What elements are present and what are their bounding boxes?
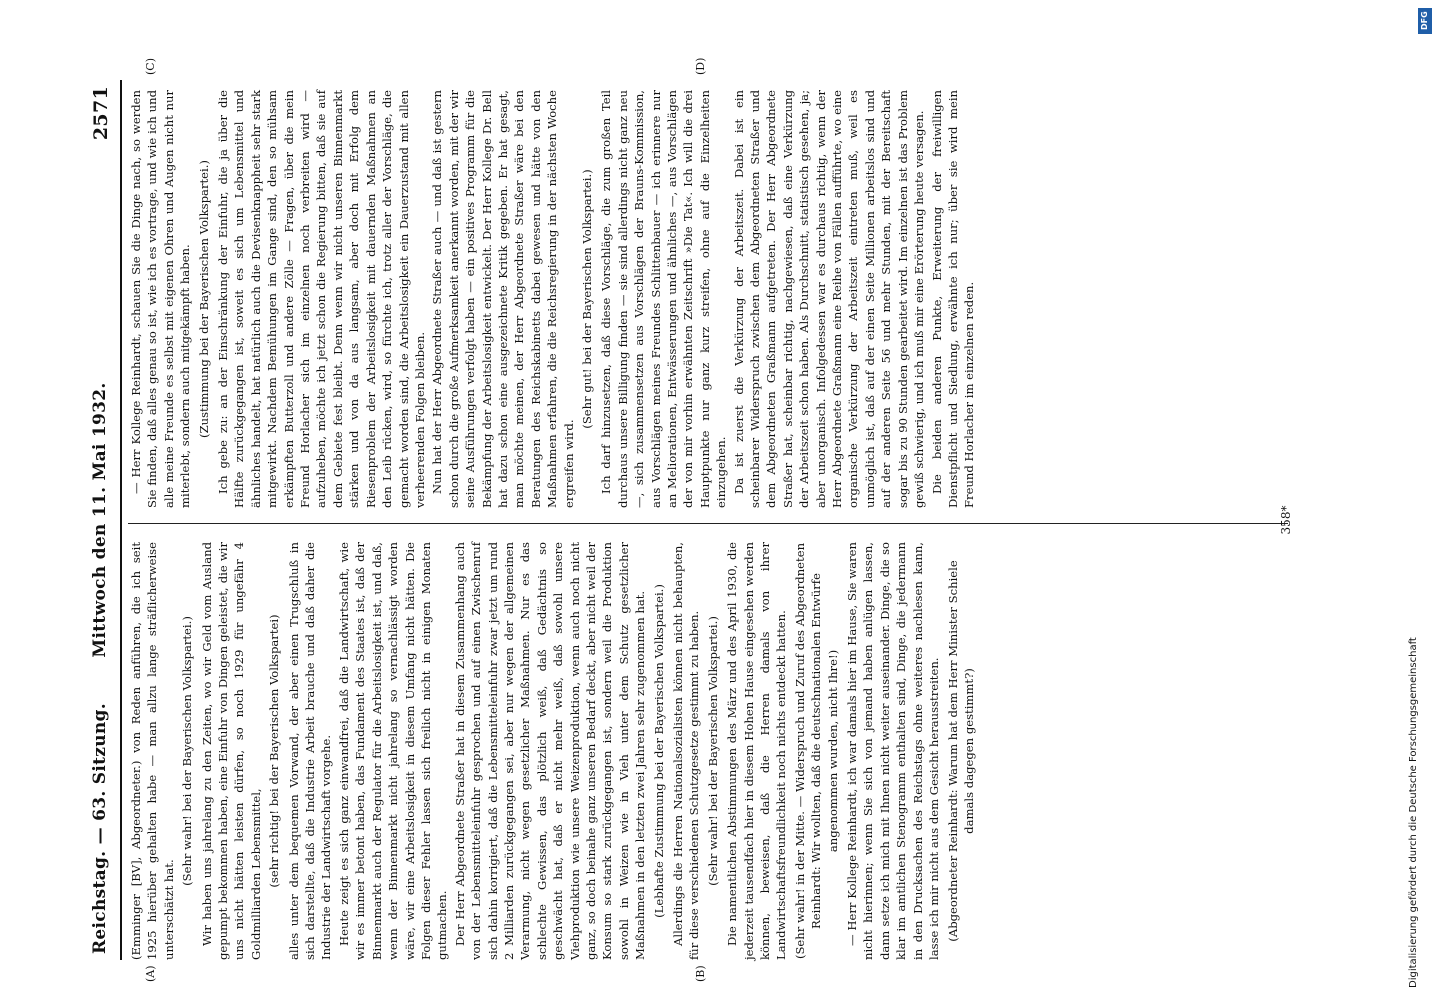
left-paragraph: Die namentlichen Abstimmungen des März und des April 1930, die jederzeit tausendfach hier in diesem Hohen Hause eingesehen werden können, beweisen, daß die Herren damals von ihrer Landwirtschaftsfreundlichkeit noch nichts entdeckt hatten. <box>725 542 789 960</box>
left-column <box>128 542 980 960</box>
digitization-credit: Digitalisierung gefördert durch die Deutsche Forschungsgemeinschaft <box>1408 637 1419 988</box>
left-paragraph: (sehr richtig! bei der Bayerischen Volkspartei) <box>267 614 282 888</box>
marker-a: (A) <box>144 965 157 982</box>
column-divider <box>128 523 1288 524</box>
page-number: 2571 <box>90 86 112 141</box>
right-paragraph: — Herr Kollege Reinhardt, schauen Sie die Dinge nach, so werden Sie finden, daß alles genau so ist, wie ich es vortrage, und wie ich und alle meine Freunde es selbst mit eigenen Ohren und Augen nicht nur miterlebt, sondern auch mitgekämpft haben. <box>129 90 193 508</box>
left-paragraph: Wir haben uns jahrelang zu den Zeiten, wo wir Geld vom Ausland gepumpt bekommen haben, eine Einfuhr von Dingen geleistet, die wir uns nicht hätten leisten dürfen, so noch 1929 für ungefähr 4 Goldmilliarden Lebensmittel, <box>199 542 263 960</box>
left-paragraph: Der Herr Abgeordnete Straßer hat in diesem Zusammenhang auch von der Lebensmitteleinfuhr gesprochen und auf einen Zwischenruf sich dahin korrigiert, daß die Lebensmitteleinfuhr zwar jetzt um rund 2 Milliarden zurückgegangen sei, aber nur wegen der allgemeinen Verarmung, nicht wegen gesetzlicher Maßnahmen. Nur es das schlechte Gewissen, das plötzlich weiß, daß Gedächtnis so geschwächt hat, daß er nicht mehr weiß, daß sowohl unsere Viehproduktion wie unsere Weizenproduktion, wenn auch noch nicht ganz, so doch beinahe ganz unseren Bedarf deckt, aber nicht weil der Konsum so stark zurückgegangen ist, sondern weil die Produktion sowohl in Weizen wie in Vieh unter dem Schutz gesetzlicher Maßnahmen in den letzten zwei Jahren sehr zugenommen hat. <box>452 542 648 960</box>
header-rule <box>120 80 122 960</box>
page-header <box>84 80 120 960</box>
left-paragraph: (Abgeordneter Reinhardt: Warum hat dem Herr Minister Schiele damals dagegen gestimmt?) <box>945 560 976 942</box>
left-paragraph: (Emminger [BV], Abgeordneter.) von Reden anführen, die ich seit 1925 hierüber gehalten habe — man allzu lange sträflicherweise unterschätzt hat. <box>129 542 176 960</box>
rotated-page <box>84 57 1314 982</box>
signature-mark: 358* <box>1279 505 1293 535</box>
left-paragraph: Heute zeigt es sich ganz einwandfrei, daß die Landwirtschaft, wie wir es immer betont haben, das Fundament des Staates ist, daß der Binnenmarkt auch der Regulator für die Arbeitslosigkeit ist, und daß, wenn der Binnenmarkt nicht jahrelang so vernachlässigt worden wäre, wir eine Arbeitslosigkeit in diesem Umfang nicht hätten. Die Folgen dieser Fehler lassen sich freilich nicht in einigen Monaten gutmachen. <box>336 542 450 960</box>
left-paragraph: (Sehr wahr! bei der Bayerischen Volkspartei.) <box>705 616 720 886</box>
right-paragraph: Nun hat der Herr Abgeordnete Straßer auch — und daß ist gestern schon durch die große Aufmerksamkeit anerkannt worden, mit der wir seine Ausführungen verfolgt haben — ein positives Programm für die Bekämpfung der Arbeitslosigkeit entwickelt. Der Herr Kollege Dr. Bell hat dazu schon eine ausgezeichnete Kritik gegeben. Er hat gesagt, man möchte meinen, der Herr Abgeordnete Straßer wäre bei den Beratungen des Reichskabinetts dabei gewesen und hätte von den Maßnahmen erfahren, die die Reichsregierung in der nächsten Woche ergreifen wird. <box>430 90 576 508</box>
left-paragraph: — Herr Kollege Reinhardt, ich war damals hier im Hause, Sie waren nicht hierinnen; wenn Sie sich von jemand haben anlügen lassen, dann setze ich mich mit Ihnen nicht weiter auseinander. Dinge, die so klar im amtlichen Stenogramm enthalten sind, Dinge, die jedermann in den Drucksachen des Reichstags ohne weiteres nachlesen kann, lasse ich mir nicht aus dem Gesicht herausstreiten. <box>845 542 942 960</box>
left-paragraph: (Lebhafte Zustimmung bei der Bayerischen Volkspartei.) <box>651 584 666 918</box>
right-column <box>128 90 979 508</box>
right-paragraph: (Zustimmung bei der Bayerischen Volkspartei.) <box>196 160 211 438</box>
left-paragraph: (Sehr wahr! bei der Bayerischen Volkspartei.) <box>180 616 195 886</box>
left-paragraph: Allerdings die Herren Nationalsozialisten können nicht behaupten, für diese verschiedenen Schutzgesetze gestimmt zu haben. <box>671 542 702 960</box>
right-paragraph: Da ist zuerst die Verkürzung der Arbeitszeit. Dabei ist ein scheinbarer Widerspruch zwischen dem Abgeordneten Straßer und dem Abgeordneten Graßmann aufgetreten. Der Herr Abgeordnete Straßer hat, scheinbar richtig, nachgewiesen, daß eine Verkürzung der Arbeitszeit schon haben. Als Durchschnitt, statistisch gesehen, ja; aber unorganisch. Infolgedessen war es durchaus richtig, wenn der Herr Abgeordnete Graßmann eine Reihe von Fällen aufführte, wo eine organische Verkürzung der Arbeitszeit eintreten muß, weil es unmöglich ist, daß auf der einen Seite Millionen arbeitslos sind und auf der anderen Seite 56 und mehr Stunden, mit der Bereitschaft sogar bis zu 90 Stunden gearbeitet wird. Im einzelnen ist das Problem gewiß schwierig, und ich muß mir eine Erörterung heute versagen. <box>731 90 927 508</box>
header-session: Reichstag. — 63. Sitzung. <box>90 703 110 954</box>
header-date: Mittwoch den 11. Mai 1932. <box>90 382 110 658</box>
right-paragraph: Die beiden anderen Punkte, Erweiterung der freiwilligen Dienstpflicht und Siedlung, erwähnte ich nur; über sie wird mein Freund Horlacher im einzelnen reden. <box>929 90 977 508</box>
marker-b: (B) <box>694 965 707 982</box>
left-paragraph: (Sehr wahr! in der Mitte. — Widerspruch und Zuruf des Abgeordneten Reinhardt: Wir wollten, daß die deutschnationalen Entwürfe angenommen wurden, nicht Ihre!) <box>792 542 840 960</box>
right-paragraph: Ich gebe zu: an der Einschränkung der Einfuhr, die ja über die Hälfte zurückgegangen ist, soweit es sich um Lebensmittel und ähnliches handelt, hat natürlich auch die Devisenknappheit sehr stark mitgewirkt. Nachdem Bemühungen im Gange sind, den so mühsam erkämpften Butterzoll und andere Zölle — Fragen, über die mein Freund Horlacher sich im einzelnen noch verbreiten wird — aufzuheben, möchte ich jetzt schon die Regierung bitten, daß sie auf dem Gebiete fest bleibt. Denn wenn wir nicht unseren Binnenmarkt stärken und von da aus langsam, aber doch mit Erfolg dem Riesenproblem der Arbeitslosigkeit mit dauernden Maßnahmen an den Leib rücken, wird, so fürchte ich, trotz aller der Vorschläge, die gemacht worden sind, die Arbeitslosigkeit ein Dauerzustand mit allen verheerenden Folgen bleiben. <box>216 90 427 508</box>
marker-d: (D) <box>694 57 707 75</box>
dfg-logo-icon: DFG <box>1418 8 1432 34</box>
right-paragraph: (Sehr gut! bei der Bayerischen Volkspartei.) <box>579 169 594 429</box>
right-paragraph: Ich darf hinzusetzen, daß diese Vorschläge, die zum großen Teil durchaus unsere Billigung finden — sie sind allerdings nicht ganz neu —, sich zusammensetzen aus Vorschlägen der Brauns-Kommission, aus Vorschlägen meines Freundes Schlittenbauer — ich erinnere nur an Meliorationen, Entwässerungen und ähnliches —, aus Vorschlägen der von mir vorhin erwähnten Zeitschrift »Die Tat«. Ich will die drei Hauptpunkte nur ganz kurz streifen, ohne auf die Einzelheiten einzugehen. <box>599 90 729 508</box>
marker-c: (C) <box>144 58 157 75</box>
left-paragraph: alles unter dem bequemen Vorwand, der aber einen Trugschluß in sich darstellte, daß die Industrie Arbeit brauche und daß daher die Industrie der Landwirtschaft vorgehe. <box>286 542 334 960</box>
